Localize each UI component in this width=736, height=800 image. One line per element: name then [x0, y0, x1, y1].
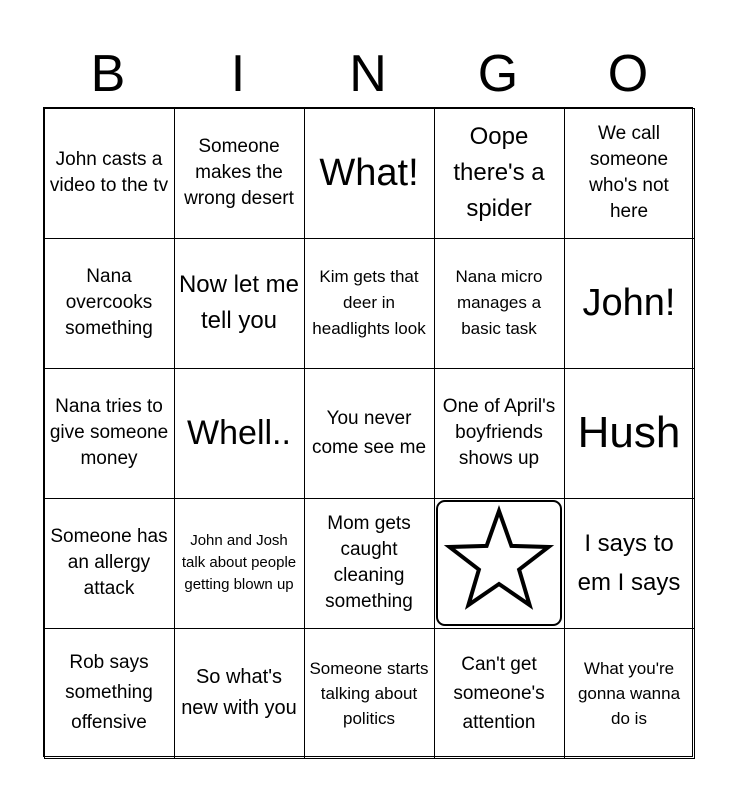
cell-text: John casts a video to the tv: [49, 149, 169, 196]
header-letter-i: I: [230, 45, 246, 103]
cell-text: Nana micro manages a basic task: [455, 267, 543, 338]
bingo-cell[interactable]: [174, 108, 305, 239]
cell-text: Someone starts talking about politics: [309, 658, 429, 728]
header-letter-o: O: [607, 45, 649, 103]
cell-text: John!: [582, 282, 676, 324]
star-icon: [435, 499, 563, 627]
cell-text: Mom gets caught cleaning something: [325, 513, 413, 612]
bingo-cell[interactable]: [304, 628, 435, 759]
bingo-cell[interactable]: [44, 628, 175, 759]
cell-text: Someone has an allergy attack: [50, 526, 168, 599]
cell-text: So what's new with you: [181, 666, 297, 719]
bingo-cell[interactable]: [434, 238, 565, 369]
cell-text: Nana tries to give someone money: [49, 396, 169, 469]
cell-text: Someone makes the wrong desert: [184, 136, 294, 209]
cell-text: We call someone who's not here: [589, 123, 669, 222]
bingo-cell[interactable]: [174, 498, 305, 629]
free-space[interactable]: [434, 498, 565, 629]
bingo-cell[interactable]: [304, 108, 435, 239]
bingo-cell[interactable]: [434, 108, 565, 239]
cell-text: What you're gonna wanna do is: [577, 658, 681, 728]
bingo-cell[interactable]: [304, 238, 435, 369]
bingo-cell[interactable]: [44, 498, 175, 629]
bingo-cell[interactable]: [434, 628, 565, 759]
header-letter-n: N: [349, 45, 387, 103]
cell-text: You never come see me: [311, 408, 427, 458]
header-letter-g: G: [477, 45, 519, 103]
bingo-cell[interactable]: [174, 628, 305, 759]
bingo-cell[interactable]: [44, 368, 175, 499]
bingo-cell[interactable]: [564, 108, 695, 239]
bingo-cell[interactable]: [44, 108, 175, 239]
bingo-cell[interactable]: [564, 498, 695, 629]
cell-text: Can't get someone's attention: [453, 653, 545, 733]
bingo-cell[interactable]: [564, 238, 695, 369]
cell-text: Kim gets that deer in headlights look: [312, 267, 426, 338]
bingo-cell[interactable]: [564, 368, 695, 499]
bingo-board: [43, 107, 693, 757]
header-letter-b: B: [90, 45, 126, 103]
cell-text: I says to em I says: [577, 530, 681, 596]
bingo-cell[interactable]: [304, 368, 435, 499]
bingo-cell[interactable]: [304, 498, 435, 629]
cell-text: Now let me tell you: [178, 271, 300, 334]
bingo-cell[interactable]: [434, 368, 565, 499]
bingo-header: [43, 40, 693, 108]
bingo-cell[interactable]: [564, 628, 695, 759]
bingo-cell[interactable]: [174, 368, 305, 499]
cell-text: Oope there's a spider: [453, 123, 545, 222]
cell-text: What!: [319, 152, 419, 194]
cell-text: Hush: [577, 408, 681, 457]
bingo-cell[interactable]: [44, 238, 175, 369]
cell-text: Nana overcooks something: [65, 266, 153, 339]
cell-text: Rob says something offensive: [65, 652, 153, 733]
cell-text: One of April's boyfriends shows up: [442, 396, 556, 469]
cell-text: Whell..: [187, 414, 291, 452]
bingo-cell[interactable]: [174, 238, 305, 369]
cell-text: John and Josh talk about people getting blown up: [181, 532, 297, 593]
